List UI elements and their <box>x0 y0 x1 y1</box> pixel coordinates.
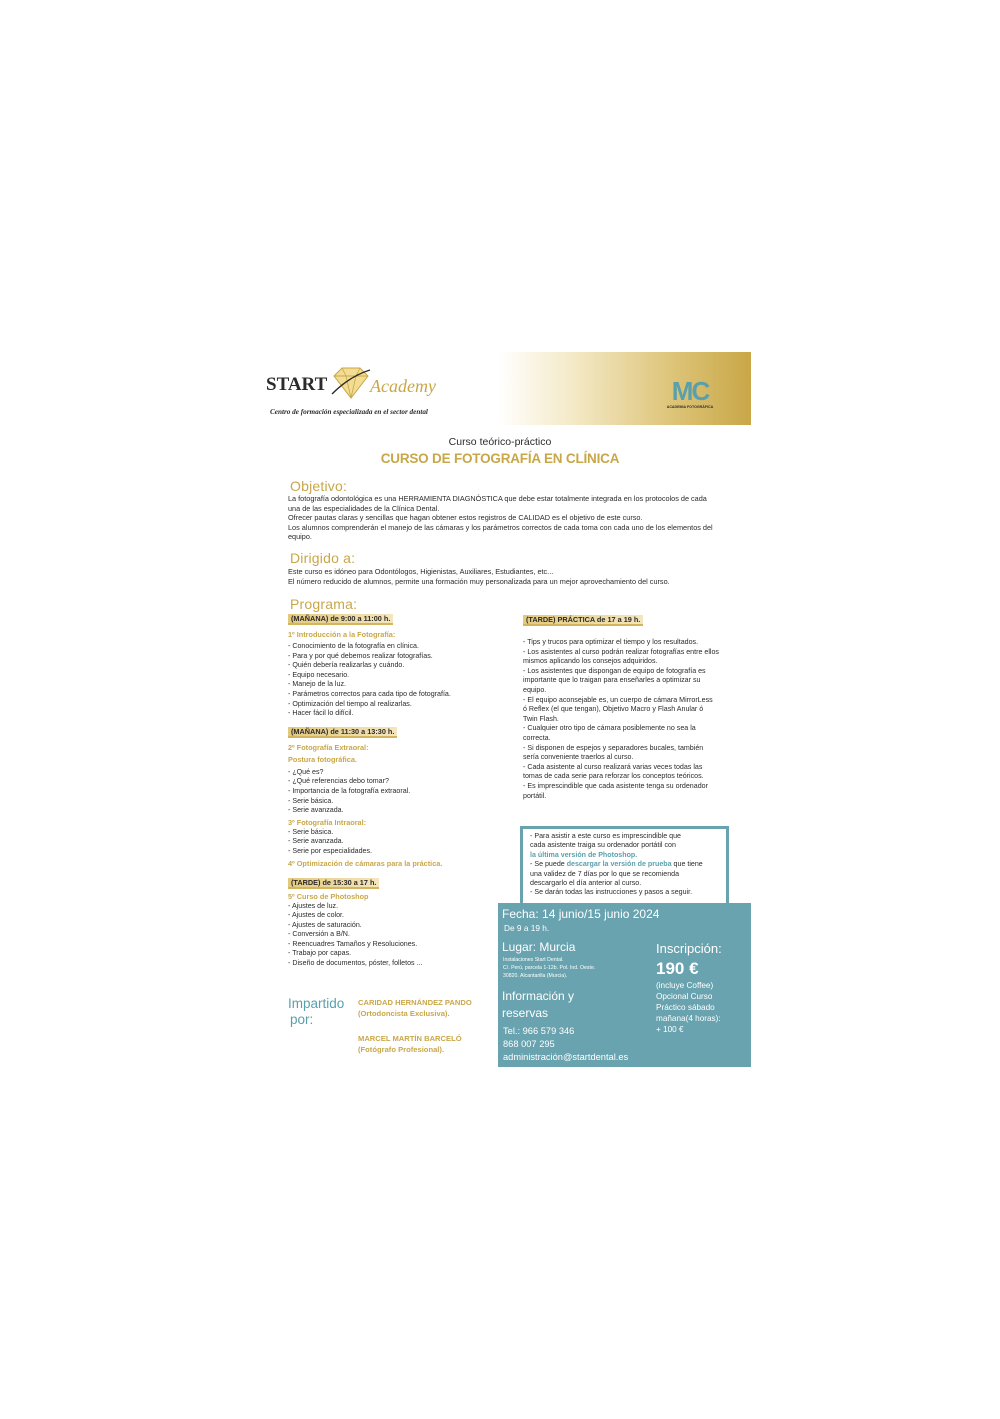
list-item: mismos aplicando los consejos adquiridos. <box>523 657 658 666</box>
list-item: - Reencuadres Tamaños y Resoluciones. <box>288 939 418 948</box>
list-item: - Cualquier otro tipo de cámara posiblemente no sea la <box>523 724 696 733</box>
list-item: equipo. <box>523 685 547 694</box>
teacher-2-name: MARCEL MARTÍN BARCELÓ <box>358 1034 462 1043</box>
list-item: - ¿Qué referencias debo tomar? <box>288 777 389 786</box>
info-box <box>498 903 751 1067</box>
price-details <box>656 980 721 1035</box>
dirigido-line: El número reducido de alumnos, permite una formación muy personalizada para un mejor aprovechamiento del curso. <box>288 576 670 586</box>
objetivo-text <box>288 494 758 542</box>
price-detail-line: Práctico sábado <box>656 1003 715 1012</box>
price-detail-line: Opcional Curso <box>656 992 713 1001</box>
list-item: - Manejo de la luz. <box>288 680 346 689</box>
mc-logo-letters: MC <box>671 376 709 406</box>
diamond-icon <box>330 366 372 400</box>
list-item: - Diseño de documentos, póster, folletos ... <box>288 959 423 968</box>
list-item: - Serie básica. <box>288 827 334 836</box>
list-item: Twin Flash. <box>523 714 559 723</box>
inscription-title: Inscripción: <box>656 941 722 956</box>
note-text: que tiene <box>671 860 703 869</box>
info-reservas-title <box>502 988 574 1022</box>
module-2-list <box>288 768 498 816</box>
list-item: - Parámetros correctos para cada tipo de fotografía. <box>288 689 451 698</box>
contact <box>503 1025 628 1063</box>
teachers <box>358 998 472 1055</box>
objetivo-line: La fotografía odontológica es una HERRAMIENTA DIAGNÓSTICA que debe estar totalmente integrada en los protocolos de cada <box>288 494 707 503</box>
address <box>503 957 595 980</box>
course-kicker: Curso teórico-práctico <box>448 436 552 448</box>
schedule-bar-morning-1: (MAÑANA) de 9:00 a 11:00 h. <box>288 614 393 625</box>
objetivo-line: una de las especialidades de la Clínica Dental. <box>288 503 440 513</box>
list-item: - Ajustes de color. <box>288 911 344 920</box>
brand-academy: Academy <box>370 376 436 396</box>
list-item: - Conocimiento de la fotografía en clínica. <box>288 642 419 650</box>
schedule-bar-morning-2: (MAÑANA) de 11:30 a 13:30 h. <box>288 727 397 738</box>
address-line: Instalaciones Start Dental. <box>503 957 564 963</box>
impartido-label-line: por: <box>290 1012 314 1027</box>
list-item: - Los asistentes al curso podrán realizar fotografías entre ellos <box>523 647 719 656</box>
course-title: CURSO DE FOTOGRAFÍA EN CLÍNICA <box>380 451 620 466</box>
note-text: - Se puede <box>530 860 567 869</box>
module-2-subtitle: Postura fotográfica. <box>288 754 357 764</box>
teacher-1-role: (Ortodoncista Exclusiva). <box>358 1009 450 1018</box>
schedule-text: De 9 a 19 h. <box>504 923 550 933</box>
list-item: - Ajustes de saturación. <box>288 920 362 929</box>
teacher-1-name: CARIDAD HERNÁNDEZ PANDO <box>358 998 472 1007</box>
note-highlight-trial: descargar la versión de prueba <box>566 860 672 869</box>
objetivo-line: Los alumnos comprenderán el manejo de las cámaras y los parámetros correctos de cada toma con cada uno de los elementos del <box>288 522 713 532</box>
date-text: Fecha: 14 junio/15 junio 2024 <box>502 907 660 921</box>
module-2-title: 2º Fotografía Extraoral: <box>288 742 369 752</box>
email-link[interactable]: administración@startdental.es <box>503 1051 629 1062</box>
module-1-list <box>288 642 498 719</box>
note-line: - Para asistir a este curso es imprescindible que <box>530 832 682 840</box>
list-item: - Tips y trucos para optimizar el tiempo y los resultados. <box>523 638 699 646</box>
price-detail-line: mañana(4 horas): <box>656 1014 721 1023</box>
note-line-download <box>530 860 726 869</box>
note-highlight-photoshop: la última versión de Photoshop. <box>530 850 638 859</box>
note-line: una validez de 7 días por lo que se recomienda <box>530 869 680 878</box>
list-item: - Trabajo por capas. <box>288 949 352 958</box>
list-item: - Para y por qué debemos realizar fotografías. <box>288 651 433 660</box>
list-item: - Serie básica. <box>288 796 334 805</box>
module-3-list <box>288 828 498 857</box>
tagline: Centro de formación especializada en el sector dental <box>270 408 428 416</box>
list-item: ó Reflex (el que tengan), Objetivo Macro y Flash Anular ó <box>523 705 704 714</box>
list-item: - Importancia de la fotografía extraoral. <box>288 786 411 795</box>
list-item: - Conversión a B/N. <box>288 930 350 939</box>
price-detail-line: + 100 € <box>656 1025 684 1034</box>
impartido-label <box>288 996 344 1028</box>
module-4-title: 4º Optimización de cámaras para la práctica. <box>288 858 443 868</box>
phone-1[interactable]: Tel.: 966 579 346 <box>503 1026 575 1036</box>
list-item: - Es imprescindible que cada asistente tenga su ordenador <box>523 781 708 790</box>
price-detail-line: (incluye Coffee) <box>656 981 714 990</box>
address-line: C/. Perú, parcela 1-12b. Pol. Ind. Oeste. <box>503 964 596 971</box>
practice-list <box>523 638 748 801</box>
list-item: importante que lo traigan para enseñarles a optimizar su <box>523 676 701 685</box>
list-item: - Ajustes de luz. <box>288 901 339 910</box>
objetivo-heading: Objetivo: <box>290 478 348 494</box>
list-item: correcta. <box>523 733 551 742</box>
photoshop-note-box <box>520 826 729 907</box>
list-item: - Quién debería realizarlas y cuándo. <box>288 661 405 670</box>
objetivo-line: equipo. <box>288 532 312 542</box>
module-1-title: 1º Introducción a la Fotografía: <box>288 630 396 639</box>
list-item: - Si disponen de espejos y separadores bucales, también <box>523 743 704 752</box>
programa-heading: Programa: <box>290 596 358 612</box>
program-left-column <box>288 614 498 969</box>
program-right-column <box>523 615 748 801</box>
list-item: - Hacer fácil lo difícil. <box>288 709 354 718</box>
mc-logo-caption: ACADEMIA FOTOGRÁFICA <box>666 405 714 409</box>
note-line: - Se darán todas las instrucciones y pasos a seguir. <box>530 888 693 897</box>
schedule-bar-afternoon-1: (TARDE) de 15:30 a 17 h. <box>288 878 379 889</box>
list-item: - Cada asistente al curso realizará varias veces todas las <box>523 762 703 771</box>
dirigido-heading: Dirigido a: <box>290 550 356 566</box>
dirigido-text <box>288 567 758 586</box>
list-item: - Optimización del tiempo al realizarlas. <box>288 699 412 708</box>
module-3-title: 3º Fotografía Intraoral: <box>288 817 367 827</box>
list-item: - Serie avanzada. <box>288 806 344 815</box>
info-title-line: reservas <box>502 1006 549 1020</box>
impartido-label-line: Impartido <box>288 996 345 1011</box>
list-item: - Los asistentes que dispongan de equipo de fotografía es <box>523 666 706 675</box>
start-academy-logo <box>266 372 466 408</box>
list-item: - Equipo necesario. <box>288 670 350 679</box>
list-item: - El equipo aconsejable es, un cuerpo de cámara MirrorLess <box>523 695 713 704</box>
dirigido-line: Este curso es idóneo para Odontólogos, Higienistas, Auxiliares, Estudiantes, etc... <box>288 567 554 576</box>
address-line: 30820. Alcantarilla (Murcia). <box>503 972 568 979</box>
note-line: cada asistente traiga su ordenador portátil con <box>530 841 676 850</box>
list-item: tomas de cada serie para reforzar los conceptos teóricos. <box>523 772 704 781</box>
teacher-2-role: (Fotógrafo Profesional). <box>358 1045 445 1054</box>
info-title-line: Información y <box>502 989 575 1003</box>
objetivo-line: Ofrecer pautas claras y sencillas que hagan obtener estos registros de CALIDAD es el objetivo de este curso. <box>288 513 643 523</box>
list-item: - Serie por especialidades. <box>288 846 372 855</box>
schedule-bar-afternoon-2: (TARDE) PRÁCTICA de 17 a 19 h. <box>523 615 643 626</box>
price: 190 € <box>656 959 699 978</box>
module-5-list <box>288 902 498 969</box>
list-item: portátil. <box>523 791 547 800</box>
module-5-title: 5º Curso de Photoshop <box>288 891 369 901</box>
location-title: Lugar: Murcia <box>502 940 576 954</box>
phone-2[interactable]: 868 007 295 <box>503 1038 555 1049</box>
list-item: - ¿Qué es? <box>288 767 324 776</box>
brand-start: START <box>266 374 328 395</box>
list-item: - Serie avanzada. <box>288 837 344 846</box>
mc-logo <box>660 378 720 414</box>
list-item: sería conveniente traerlos al curso. <box>523 753 634 762</box>
note-line: descargarlo el día anterior al curso. <box>530 879 642 888</box>
